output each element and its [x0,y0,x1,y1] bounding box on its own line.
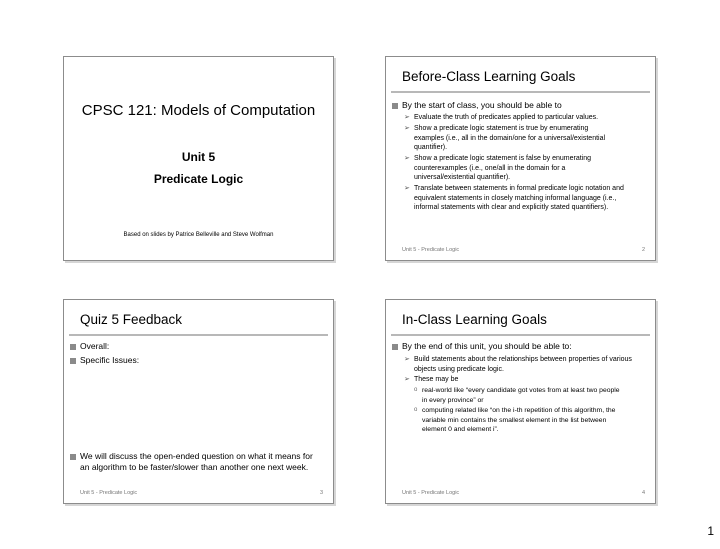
page-number: 1 [707,524,714,538]
goal-item: These may be [414,376,459,383]
unit-subtitle: Predicate Logic [153,172,244,186]
arrow-bullet-icon: ➢ [404,185,410,192]
arrow-bullet-icon: ➢ [404,376,410,383]
bullet-overall: Overall: [80,341,110,351]
slide-title: In-Class Learning Goals [402,312,547,327]
slide-footer: Unit 5 - Predicate Logic [402,490,460,496]
goal-item: Evaluate the truth of predicates applied to particular values. [414,114,599,121]
goal-item: Build statements about the relationships between properties of various objects using predicate logic. [414,356,632,373]
slide-footer: Unit 5 - Predicate Logic [80,490,138,496]
bullet-intro: By the start of class, you should be able to [402,100,642,111]
slide-number: 3 [319,490,323,496]
arrow-bullet-icon: ➢ [404,155,410,162]
example-item: real-world like “every candidate got votes from at least two people in every province” or [422,387,620,404]
slide-4 [385,299,656,504]
arrow-bullet-icon: ➢ [404,114,410,121]
course-title: CPSC 121: Models of Computation [81,102,316,119]
unit-label: Unit 5 [181,150,216,164]
title-rule [69,334,328,336]
slide-1 [63,56,334,261]
circle-bullet-icon: o [414,407,418,413]
slide-3 [63,299,334,504]
bullet-intro: By the end of this unit, you should be able to: [402,341,642,352]
arrow-bullet-icon: ➢ [404,125,410,132]
bullet-specific-issues: Specific Issues: [80,355,140,365]
example-item: computing related like “on the i-th repetition of this algorithm, the variable min contains the smallest element in the list between element 0 and element i”. [422,407,616,433]
slide-number: 4 [641,490,645,496]
goal-item: Show a predicate logic statement is true by enumerating examples (i.e., all in the domain/one for a universal/existential quantifier). [414,125,606,151]
slide-title: Quiz 5 Feedback [80,312,183,327]
title-rule [391,334,650,336]
credit-line: Based on slides by Patrice Belleville and Steve Wolfman [123,232,274,238]
title-rule [391,91,650,93]
slide-2 [385,56,656,261]
slide-footer: Unit 5 - Predicate Logic [402,247,460,253]
arrow-bullet-icon: ➢ [404,356,410,363]
bullet-discussion: We will discuss the open-ended question on what it means for an algorithm to be faster/slower than another one next week. [80,451,316,473]
goal-item: Show a predicate logic statement is false by enumerating counterexamples (i.e., one/all in the domain for a universal/existential quantifier). [414,155,592,181]
goal-item: Translate between statements in formal predicate logic notation and equivalent statements in closely matching informal language (i.e., informal statements with clear and explicitly stated quantifiers). [414,185,624,211]
slide-title: Before-Class Learning Goals [402,69,576,84]
circle-bullet-icon: o [414,387,418,393]
slide-number: 2 [641,247,645,253]
